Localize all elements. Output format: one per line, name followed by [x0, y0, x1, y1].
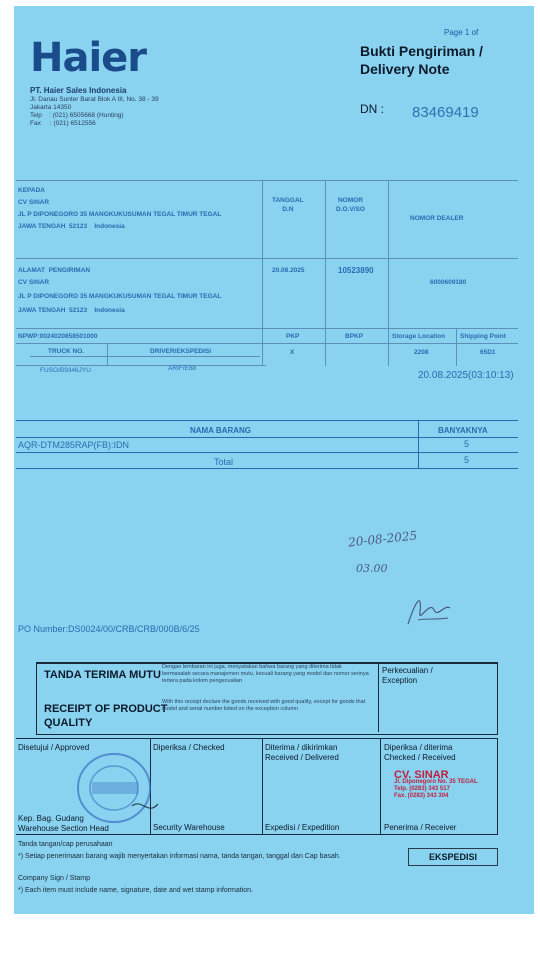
- receipt-text-id: Dengan lembaran ini juga, menyatakan bahwa barang yang diterima tidak bermasalah secara manajemen mutu, kecuali barang yang model dan nomor serinya tertera pada kolom pengecualian: [162, 664, 369, 684]
- kepada-label: KEPADA: [18, 187, 45, 194]
- print-timestamp: 20.08.2025(03:10:13): [418, 370, 514, 381]
- do-number: 10523890: [338, 266, 374, 275]
- warehouse-head-label: Kep. Bag. Gudang Warehouse Section Head: [18, 814, 109, 833]
- footer-note-en: *) Each item must include name, signature, date and wet stamp information.: [18, 887, 254, 894]
- table-line: [107, 343, 108, 365]
- customer-address: JL P DIPONEGORO 35 MANGKUKUSUMAN TEGAL TIMUR TEGAL: [18, 211, 222, 218]
- shipping-label: ALAMAT PENGIRIMAN: [18, 267, 91, 274]
- driver-label: DRIVER/EKSPEDISI: [150, 348, 212, 355]
- dn-number: 83469419: [412, 104, 479, 121]
- approved-label: Disetujui / Approved: [18, 743, 90, 752]
- items-line: [16, 468, 518, 469]
- item-name-header: NAMA BARANG: [190, 426, 252, 435]
- security-label: Security Warehouse: [153, 823, 225, 832]
- haier-warehouse-stamp: [72, 746, 162, 826]
- truck-label: TRUCK NO.: [48, 348, 85, 355]
- dealer-header: NOMOR DEALER: [410, 215, 464, 222]
- item-qty: 5: [464, 439, 470, 449]
- signature-line: [16, 738, 498, 739]
- dealer-number: 6000609180: [430, 279, 467, 286]
- ekspedisi-box: EKSPEDISI: [408, 848, 498, 866]
- po-number: PO Number:DS0024/00/CRB/CRB/000B/6/25: [18, 624, 200, 634]
- signature-line: [262, 738, 263, 834]
- nomor-header: NOMOR D.O.V/SO: [336, 197, 365, 213]
- pkp-label: PKP: [286, 333, 300, 340]
- document-title: Bukti Pengiriman / Delivery Note: [360, 43, 483, 77]
- checked-label: Diperiksa / Checked: [153, 743, 225, 752]
- npwp: NPWP:0024020858501000: [18, 333, 98, 340]
- company-address: Jl. Danau Sunter Barat Blok A III, No. 38 - 39 Jakarta 14350 Telp : (021) 6505668 (Hunting) Fax : (021) 6512556: [30, 96, 159, 127]
- driver-value: ARIF/E88: [168, 365, 197, 372]
- customer-name: CV SINAR: [18, 199, 50, 206]
- stamp-address: Jl. Diponegoro No. 35 TEGAL Telp. (0283) 343 517 Fax. (0283) 343 304: [394, 779, 478, 799]
- bpkp-label: BPKP: [345, 333, 364, 340]
- table-line: [16, 258, 518, 259]
- handwritten-date: 20-08-2025: [347, 528, 418, 550]
- shipping-point-value: 65D1: [480, 349, 496, 356]
- table-line: [456, 328, 457, 366]
- footer-sign-en: Company Sign / Stamp: [18, 875, 90, 882]
- shipping-address: JL P DIPONEGORO 35 MANGKUKUSUMAN TEGAL TIMUR TEGAL: [18, 293, 222, 300]
- total-label: Total: [214, 457, 234, 467]
- table-line: [16, 343, 518, 344]
- exception-label: Perkecualian / Exception: [382, 666, 433, 685]
- items-line: [418, 420, 419, 468]
- item-name: AQR-DTM285RAP(FB):IDN: [18, 440, 130, 450]
- pkp-value: X: [290, 349, 295, 356]
- storage-location-label: Storage Location: [392, 333, 446, 340]
- tanggal-header: TANGGAL D.N: [272, 197, 304, 213]
- footer-note-id: *) Setiap penerimaan barang wajib menyertakan informasi nama, tanda tangan, tanggal dan Cap basah.: [18, 853, 341, 860]
- table-line: [388, 180, 389, 366]
- table-line: [262, 180, 263, 366]
- handwritten-time: 03.00: [356, 562, 388, 575]
- dn-label: DN :: [360, 102, 384, 116]
- receiver-label: Penerima / Receiver: [384, 823, 457, 832]
- footer-sign-id: Tanda tangan/cap perusahaan: [18, 841, 113, 848]
- receipt-title-en: RECEIPT OF PRODUCT QUALITY: [44, 703, 168, 729]
- shipping-region: JAWA TENGAH 52123 Indonesia: [18, 307, 125, 314]
- truck-value: FUSO/B9346JYU: [40, 367, 91, 374]
- expedition-label: Expedisi / Expedition: [265, 823, 340, 832]
- items-line: [16, 420, 518, 421]
- receipt-divider: [378, 662, 379, 732]
- total-value: 5: [464, 455, 470, 465]
- delivered-label: Diterima / dikirimkan Received / Delivered: [265, 743, 339, 762]
- signature-line: [16, 834, 498, 835]
- table-line: [30, 356, 260, 357]
- received-label: Diperiksa / diterima Checked / Received: [384, 743, 456, 762]
- items-line: [16, 452, 518, 453]
- receipt-text-en: With this receipt declare the goods received with good quality, except for goods that model and serial number listed on the exception column: [162, 699, 366, 712]
- cv-sinar-stamp: [394, 769, 490, 800]
- shipping-point-label: Shipping Point: [460, 333, 506, 340]
- signature-line: [380, 738, 381, 834]
- item-qty-header: BANYAKNYA: [438, 426, 488, 435]
- stamp-name: CV. SINAR: [394, 769, 449, 781]
- shipping-date: 20.08.2025: [272, 267, 305, 274]
- table-line: [16, 328, 518, 329]
- signature-line: [497, 738, 498, 834]
- items-line: [16, 437, 518, 438]
- table-line: [16, 180, 518, 181]
- customer-region: JAWA TENGAH 52123 Indonesia: [18, 223, 125, 230]
- receipt-title-id: TANDA TERIMA MUTU: [44, 669, 161, 681]
- company-name: PT. Haier Sales Indonesia: [30, 86, 127, 95]
- storage-location-value: 2208: [414, 349, 429, 356]
- page-indicator: Page 1 of: [444, 28, 479, 37]
- handwritten-signature: [404, 590, 454, 630]
- haier-logo: Haier: [30, 35, 147, 81]
- table-line: [325, 180, 326, 366]
- shipping-name: CV SINAR: [18, 279, 50, 286]
